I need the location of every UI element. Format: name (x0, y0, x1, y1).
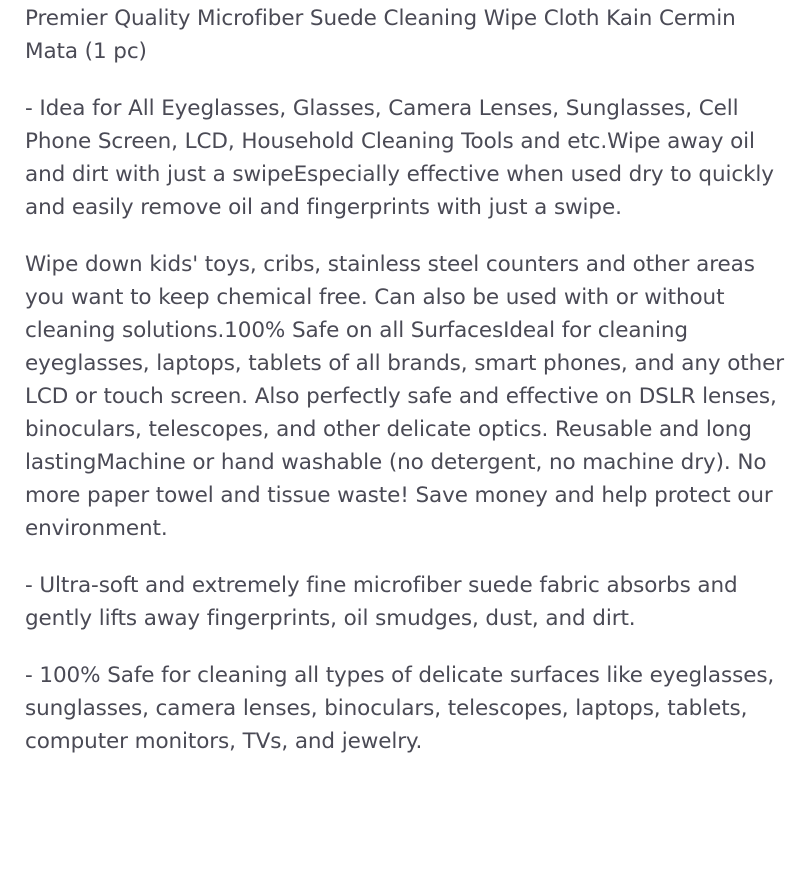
product-description (25, 2, 785, 758)
description-paragraph-uses: - Idea for All Eyeglasses, Glasses, Camera Lenses, Sunglasses, Cell Phone Screen, LCD, Household Cleaning Tools and etc.Wipe away oil and dirt with just a swipeEspecially effective when used dry to quickly and easily remove oil and fingerprints with just a swipe. (25, 96, 774, 220)
description-paragraph-safety: - 100% Safe for cleaning all types of delicate surfaces like eyeglasses, sunglasses, camera lenses, binoculars, telescopes, laptops, tablets, computer monitors, TVs, and jewelry. (25, 663, 775, 754)
product-title: Premier Quality Microfiber Suede Cleaning Wipe Cloth Kain Cermin Mata (1 pc) (25, 6, 736, 64)
description-paragraph-fabric: - Ultra-soft and extremely fine microfiber suede fabric absorbs and gently lifts away fingerprints, oil smudges, dust, and dirt. (25, 573, 738, 631)
description-paragraph-details: Wipe down kids' toys, cribs, stainless steel counters and other areas you want to keep chemical free. Can also be used with or without cleaning solutions.100% Safe on all SurfacesIdeal for cleaning eyeglasses, laptops, tablets of all brands, smart phones, and any other LCD or touch screen. Also perfectly safe and effective on DSLR lenses, binoculars, telescopes, and other delicate optics. Reusable and long lastingMachine or hand washable (no detergent, no machine dry). No more paper towel and tissue waste! Save money and help protect our environment. (25, 252, 785, 541)
